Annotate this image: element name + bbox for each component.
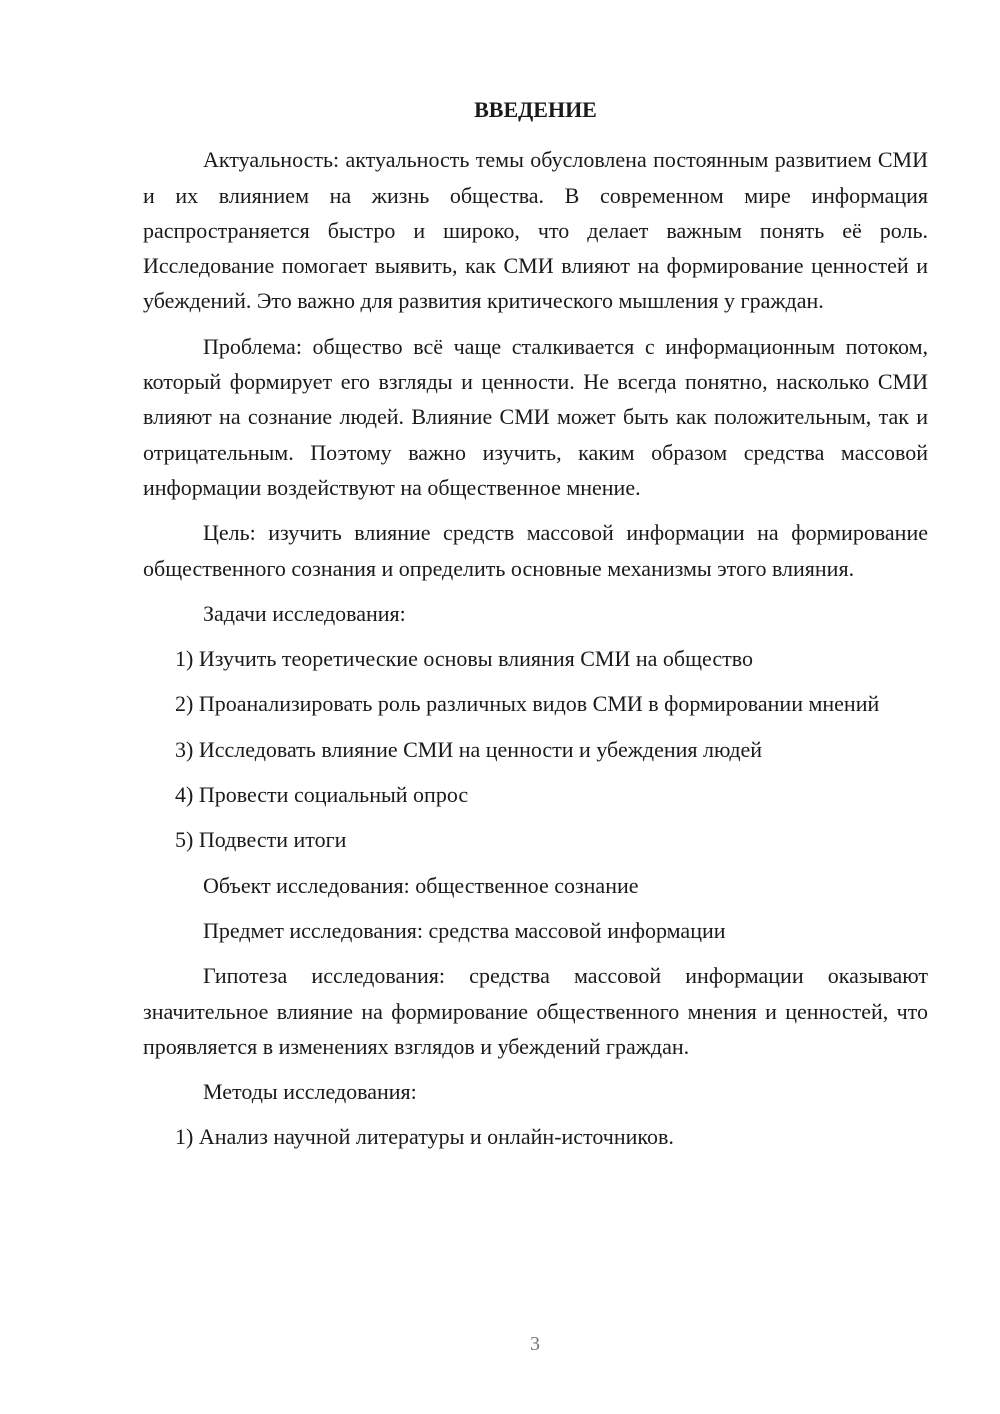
goal-paragraph: Цель: изучить влияние средств массовой информации на формирование общественного сознания и определить основные механизмы этого влияния. <box>143 520 928 581</box>
task-item: 5) Подвести итоги <box>175 827 347 853</box>
hypothesis-paragraph: Гипотеза исследования: средства массовой информации оказывают значительное влияние на формирование общественного мнения и ценностей, что проявляется в изменениях взглядов и убеждений граждан. <box>143 963 928 1059</box>
page-title: ВВЕДЕНИЕ <box>474 97 597 122</box>
tasks-heading: Задачи исследования: <box>203 600 406 626</box>
method-item: 1) Анализ научной литературы и онлайн-источников. <box>175 1124 674 1150</box>
page-number: 3 <box>530 1333 540 1355</box>
document-page <box>143 92 928 1165</box>
task-item: 3) Исследовать влияние СМИ на ценности и убеждения людей <box>175 736 763 762</box>
task-item: 4) Провести социальный опрос <box>175 782 469 808</box>
problem-paragraph: Проблема: общество всё чаще сталкивается с информационным потоком, который формирует его взгляды и ценности. Не всегда понятно, насколько СМИ влияют на сознание людей. Влияние СМИ может быть как положительным, так и отрицательным. Поэтому важно изучить, каким образом средства массовой информации воздействуют на общественное мнение. <box>143 333 928 500</box>
task-item: 2) Проанализировать роль различных видов СМИ в формировании мнений <box>175 691 880 717</box>
task-item: 1) Изучить теоретические основы влияния СМИ на общество <box>175 646 753 672</box>
object-paragraph: Объект исследования: общественное сознание <box>203 872 639 898</box>
methods-heading: Методы исследования: <box>203 1079 417 1105</box>
subject-paragraph: Предмет исследования: средства массовой информации <box>203 917 726 943</box>
relevance-paragraph: Актуальность: актуальность темы обусловлена постоянным развитием СМИ и их влиянием на жизнь общества. В современном мире информация распространяется быстро и широко, что делает важным понять её роль. Исследование помогает выявить, как СМИ влияют на формирование ценностей и убеждений. Это важно для развития критического мышления у граждан. <box>143 147 928 314</box>
